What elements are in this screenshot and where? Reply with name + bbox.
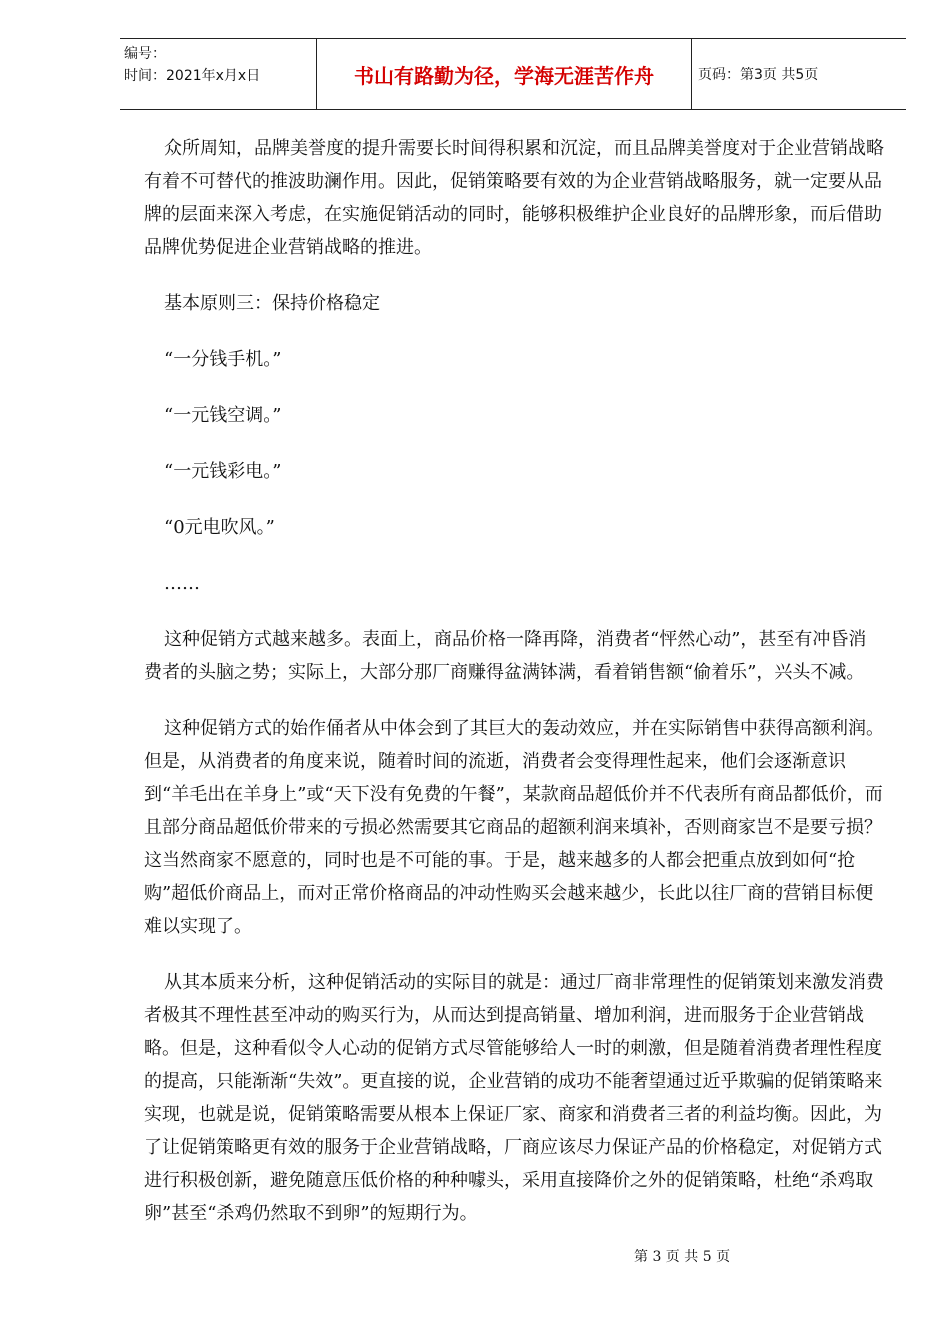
paragraph: 这种促销方式的始作俑者从中体会到了其巨大的轰动效应，并在实际销售中获得高额利润。但是，从消费者的角度来说，随着时间的流逝，消费者会变得理性起来，他们会逐渐意识到“羊毛出在羊身上”或“天下没有免费的午餐”，某款商品超低价并不代表所有商品都低价，而且部分商品超低价带来的亏损必然需要其它商品的超额利润来填补，否则商家岂不是要亏损？这当然商家不愿意的，同时也是不可能的事。于是，越来越多的人都会把重点放到如何“抢购”超低价商品上，而对正常价格商品的冲动性购买会越来越少，长此以往厂商的营销目标便难以实现了。 <box>144 718 884 937</box>
header-motto: 书山有路勤为径，学海无涯苦作舟 <box>316 39 692 109</box>
paragraph: 这种促销方式越来越多。表面上，商品价格一降再降，消费者“怦然心动”，甚至有冲昏消费者的头脑之势；实际上，大部分那厂商赚得盆满钵满，看着销售额“偷着乐”，兴头不减。 <box>144 629 867 683</box>
quote-line: “0元电吹风。” <box>164 517 275 538</box>
footer-page-number: 第 3 页 共 5 页 <box>634 1249 731 1265</box>
quote-line: “一分钱手机。” <box>164 349 282 370</box>
document-body <box>144 132 884 1253</box>
page-header <box>120 38 906 110</box>
paragraph: 从其本质来分析，这种促销活动的实际目的就是：通过厂商非常理性的促销策划来激发消费者极其不理性甚至冲动的购买行为，从而达到提高销量、增加利润，进而服务于企业营销战略。但是，这种看似令人心动的促销方式尽管能够给人一时的刺激，但是随着消费者理性程度的提高，只能渐渐“失效”。更直接的说，企业营销的成功不能奢望通过近乎欺骗的促销策略来实现，也就是说，促销策略需要从根本上保证厂家、商家和消费者三者的利益均衡。因此，为了让促销策略更有效的服务于企业营销战略，厂商应该尽力保证产品的价格稳定，对促销方式进行积极创新，避免随意压低价格的种种噱头，采用直接降价之外的促销策略，杜绝“杀鸡取卵”甚至“杀鸡仍然取不到卵”的短期行为。 <box>144 972 884 1224</box>
quote-line: “一元钱空调。” <box>164 405 282 426</box>
section-heading: 基本原则三：保持价格稳定 <box>164 293 380 314</box>
ellipsis-line: …… <box>164 573 200 594</box>
paragraph: 众所周知，品牌美誉度的提升需要长时间得积累和沉淀，而且品牌美誉度对于企业营销战略有着不可替代的推波助澜作用。因此，促销策略要有效的为企业营销战略服务，就一定要从品牌的层面来深入考虑，在实施促销活动的同时，能够积极维护企业良好的品牌形象，而后借助品牌优势促进企业营销战略的推进。 <box>144 138 884 258</box>
quote-line: “一元钱彩电。” <box>164 461 282 482</box>
serial-label: 编号： <box>124 46 166 62</box>
header-meta <box>120 39 316 109</box>
header-page-info: 页码：第3页 共5页 <box>698 67 819 83</box>
date-label: 时间：2021年x月x日 <box>124 68 261 84</box>
